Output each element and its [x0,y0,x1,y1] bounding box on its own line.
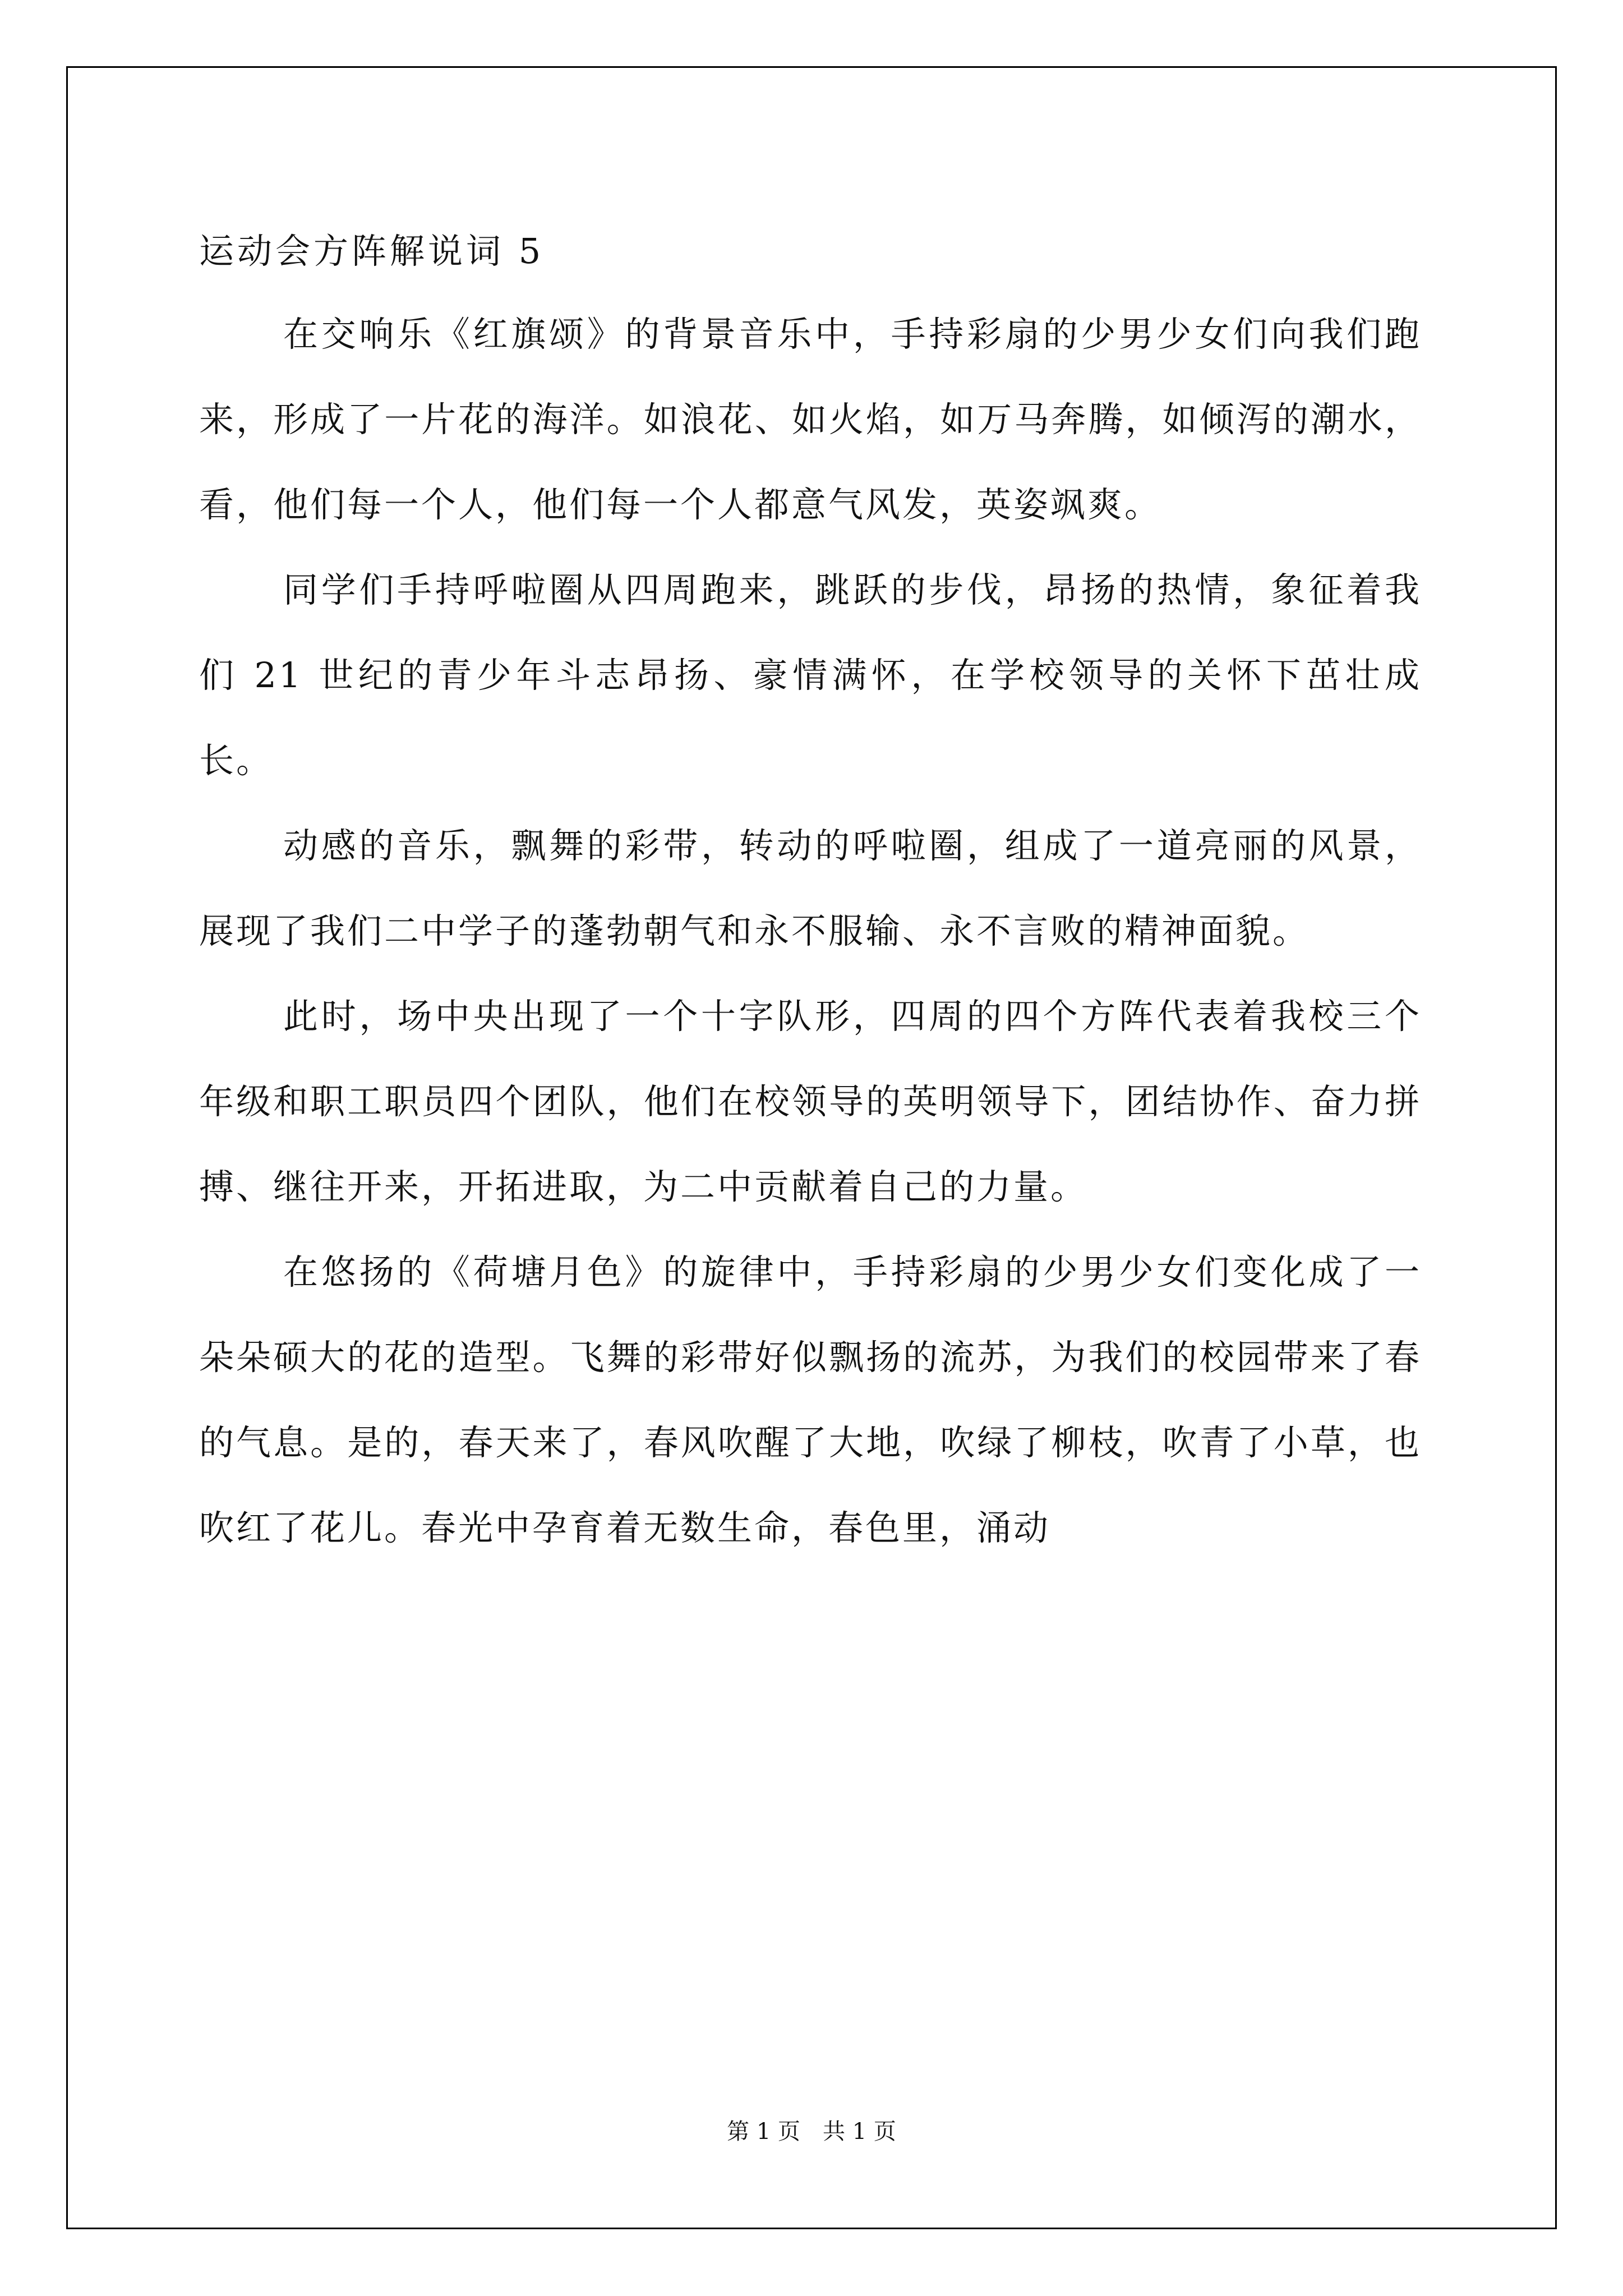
page-number-footer: 第 1 页 共 1 页 [727,2119,896,2145]
document-body [199,292,1422,1571]
document-title: 运动会方阵解说词 5 [199,231,545,272]
paragraph-3: 动感的音乐，飘舞的彩带，转动的呼啦圈，组成了一道亮丽的风景，展现了我们二中学子的蓬勃朝气和永不服输、永不言败的精神面貌。 [199,825,1422,951]
paragraph-2: 同学们手持呼啦圈从四周跑来，跳跃的步伐，昂扬的热情，象征着我们 21 世纪的青少年斗志昂扬、豪情满怀，在学校领导的关怀下茁壮成长。 [199,569,1422,781]
paragraph-1: 在交响乐《红旗颂》的背景音乐中，手持彩扇的少男少女们向我们跑来，形成了一片花的海洋。如浪花、如火焰，如万马奔腾，如倾泻的潮水，看，他们每一个人，他们每一个人都意气风发，英姿飒爽。 [199,314,1422,525]
paragraph-4: 此时，场中央出现了一个十字队形，四周的四个方阵代表着我校三个年级和职工职员四个团队，他们在校领导的英明领导下，团结协作、奋力拼搏、继往开来，开拓进取，为二中贡献着自己的力量。 [199,996,1422,1207]
paragraph-5: 在悠扬的《荷塘月色》的旋律中，手持彩扇的少男少女们变化成了一朵朵硕大的花的造型。飞舞的彩带好似飘扬的流苏，为我们的校园带来了春的气息。是的，春天来了，春风吹醒了大地，吹绿了柳枝，吹青了小草，也吹红了花儿。春光中孕育着无数生命，春色里，涌动 [199,1251,1422,1548]
